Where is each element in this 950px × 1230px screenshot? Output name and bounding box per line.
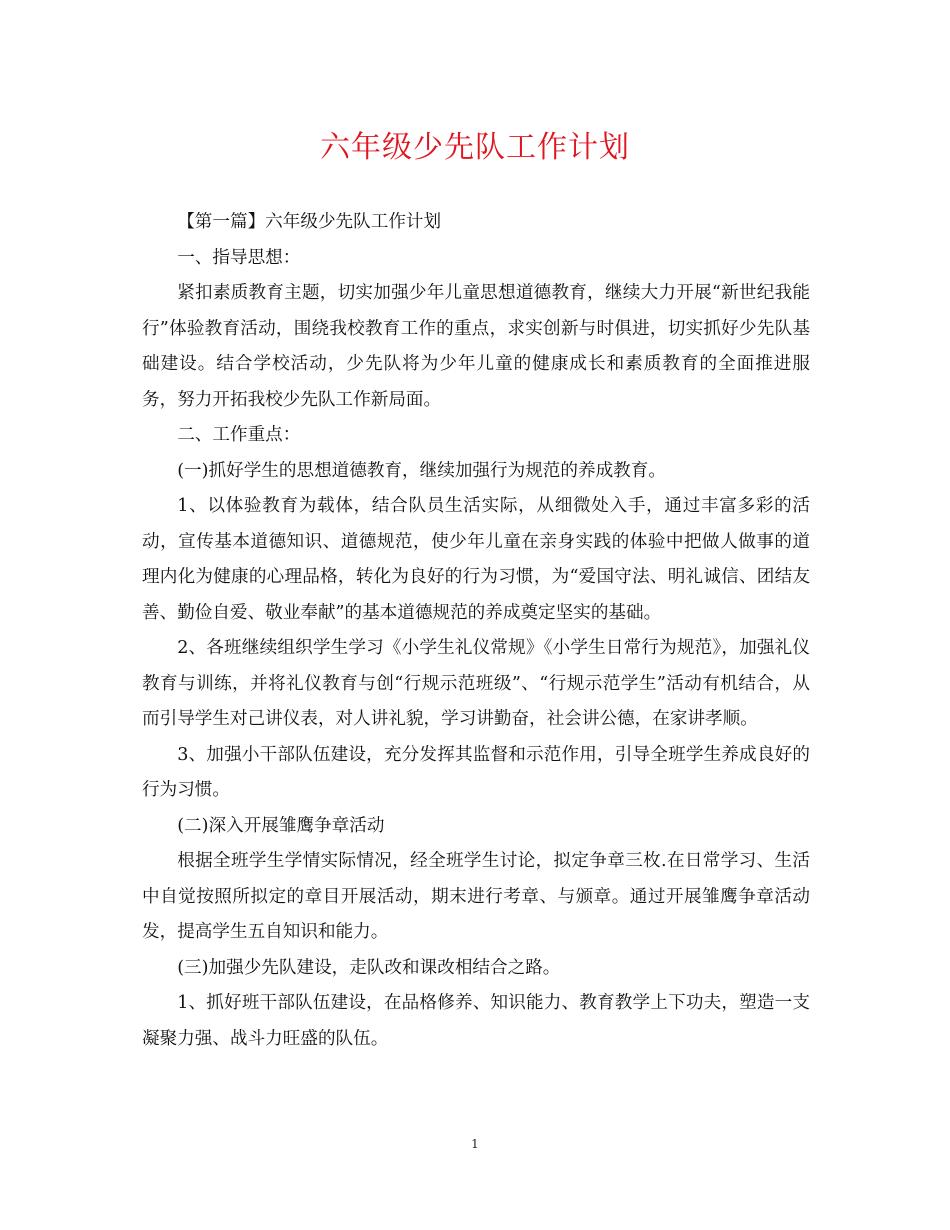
paragraph-subsection-2: (二)深入开展雏鹰争章活动 [177,815,385,836]
paragraph: 2、各班继续组织学生学习《小学生礼仪常规》《小学生日常行为规范》，加强礼仪教育与训练，并将礼仪教育与创“行规示范班级”、“行规示范学生”活动有机结合，从而引导学生对己讲仪表，对人讲礼貌，学习讲勤奋，社会讲公德，在家讲孝顺。 [142,638,810,729]
paragraph-section-2: 二、工作重点： [177,425,301,445]
paragraph-heading: 【第一篇】六年级少先队工作计划 [177,212,442,232]
document-title: 六年级少先队工作计划 [320,130,630,165]
page-number: 1 [471,1137,479,1151]
paragraph-subsection-3: (三)加强少先队建设，走队改和课改相结合之路。 [177,957,561,978]
paragraph-subsection-1: (一)抓好学生的思想道德教育，继续加强行为规范的养成教育。 [177,460,666,481]
paragraph: 1、抓好班干部队伍建设，在品格修养、知识能力、教育教学上下功夫，塑造一支凝聚力强、战斗力旺盛的队伍。 [142,993,810,1049]
paragraph: 1、以体验教育为载体，结合队员生活实际，从细微处入手，通过丰富多彩的活动，宣传基本道德知识、道德规范，使少年儿童在亲身实践的体验中把做人做事的道理内化为健康的心理品格，转化为良好的行为习惯，为“爱国守法、明礼诚信、团结友善、勤俭自爱、敬业奉献”的基本道德规范的养成奠定坚实的基础。 [142,496,810,623]
paragraph: 紧扣素质教育主题，切实加强少年儿童思想道德教育，继续大力开展“新世纪我能行”体验教育活动，围绕我校教育工作的重点，求实创新与时俱进，切实抓好少先队基础建设。结合学校活动，少先队将为少年儿童的健康成长和素质教育的全面推进服务，努力开拓我校少先队工作新局面。 [142,283,810,410]
paragraph-section-1: 一、指导思想： [177,247,301,268]
paragraph: 3、加强小干部队伍建设，充分发挥其监督和示范作用，引导全班学生养成良好的行为习惯。 [142,744,810,800]
document-body [142,205,810,1057]
paragraph: 根据全班学生学情实际情况，经全班学生讨论，拟定争章三枚.在日常学习、生活中自觉按照所拟定的章目开展活动，期末进行考章、与颁章。通过开展雏鹰争章活动发，提高学生五自知识和能力。 [142,851,810,942]
